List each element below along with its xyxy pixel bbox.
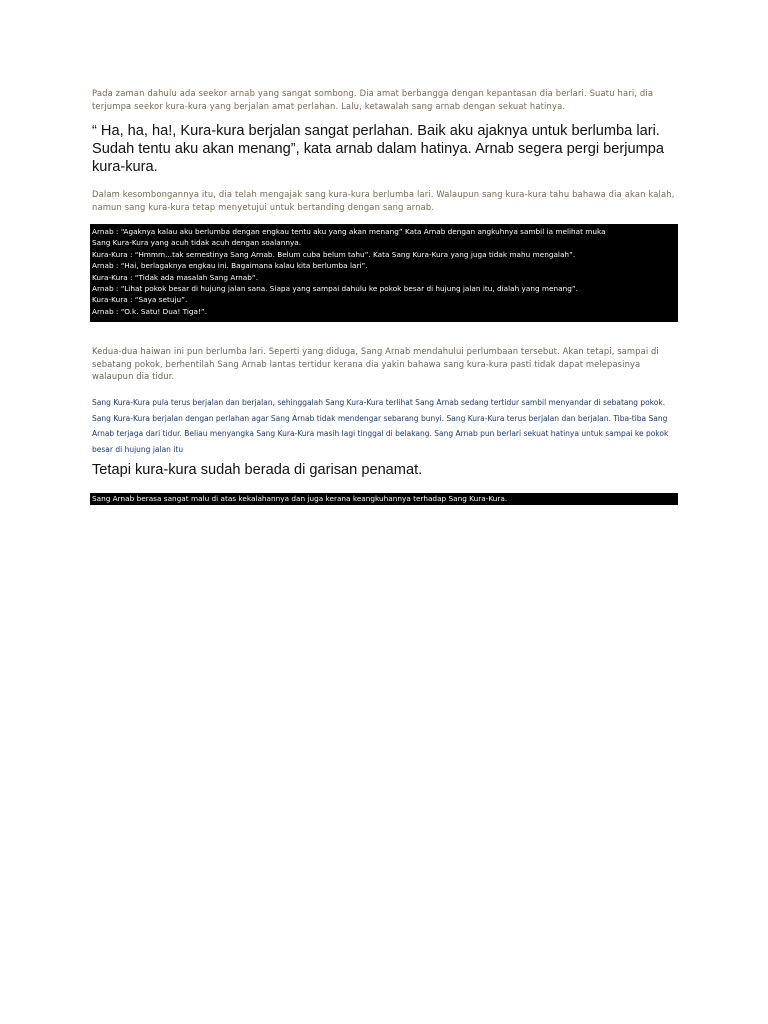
dialog-line: Kura-Kura : “Saya setuju”. (92, 295, 188, 305)
dialog-box (90, 224, 678, 322)
dialog-line: Kura-Kura : “Hmmm...tak semestinya Sang Arnab. Belum cuba belum tahu”. Kata Sang Kura-Kura yang juga tidak mahu mengalah”. (92, 249, 576, 259)
paragraph-race: Kedua-dua haiwan ini pun berlumba lari. Seperti yang diduga, Sang Arnab mendahului perlumbaan tersebut. Akan tetapi, sampai di sebatang pokok, berhentilah Sang Arnab lantas tertidur kerana dia yakin bahawa sang kura-kura pasti tidak dapat melepasinya walaupun dia tidur. (92, 346, 659, 381)
paragraph-challenge: Dalam kesombongannya itu, dia telah mengajak sang kura-kura berlumba lari. Walaupun sang kura-kura tahu bahawa dia akan kalah, namun sang kura-kura tetap menyetujui untuk bertanding dengan sang arnab. (92, 189, 675, 212)
paragraph-quote: “ Ha, ha, ha!, Kura-kura berjalan sangat perlahan. Baik aku ajaknya untuk berlumba lari. Sudah tentu aku akan menang”, kata arnab dalam hatinya. Arnab segera pergi berjumpa kura-kura. (92, 123, 664, 175)
paragraph-intro: Pada zaman dahulu ada seekor arnab yang sangat sombong. Dia amat berbangga dengan kepantasan dia berlari. Suatu hari, dia terjumpa seekor kura-kura yang berjalan amat perlahan. Lalu, ketawalah sang arnab dengan sekuat hatinya. (92, 88, 654, 111)
paragraph-finish: Tetapi kura-kura sudah berada di garisan penamat. (92, 462, 423, 478)
dialog-line: Sang Kura-Kura yang acuh tidak acuh dengan soalannya. (92, 238, 302, 248)
dialog-line: Arnab : “O.k. Satu! Dua! Tiga!”. (92, 306, 208, 316)
dialog-line: Arnab : “Lihat pokok besar di hujung jalan sana. Siapa yang sampai dahulu ke pokok besar di hujung jalan itu, dialah yang menang”. (92, 284, 578, 294)
paragraph-tortoise: Sang Kura-Kura pula terus berjalan dan berjalan, sehinggalah Sang Kura-Kura terlihat Sang Arnab sedang tertidur sambil menyandar di sebatang pokok. Sang Kura-Kura berjalan dengan perlahan agar Sang Arnab tidak mendengar sebarang bunyi. Sang Kura-Kura terus berjalan dan berjalan. Tiba-tiba Sang Arnab terjaga dari tidur. Beliau menyangka Sang Kura-Kura masih lagi tinggal di belakang. Sang Arnab pun berlari sekuat hatinya untuk sampai ke pokok besar di hujung jalan itu (92, 398, 669, 454)
footer-box (90, 493, 678, 505)
dialog-line: Arnab : “Agaknya kalau aku berlumba dengan engkau tentu aku yang akan menang” Kata Arnab dengan angkuhnya sambil ia melihat muka (92, 227, 606, 236)
footer-line: Sang Arnab berasa sangat malu di atas kekalahannya dan juga kerana keangkuhannya terhadap Sang Kura-Kura. (92, 494, 508, 503)
dialog-line: Kura-Kura : “Tidak ada masalah Sang Arnab”. (92, 272, 259, 282)
dialog-line: Arnab : “Hai, berlagaknya engkau ini. Bagaimana kalau kita berlumba lari”. (92, 261, 368, 271)
